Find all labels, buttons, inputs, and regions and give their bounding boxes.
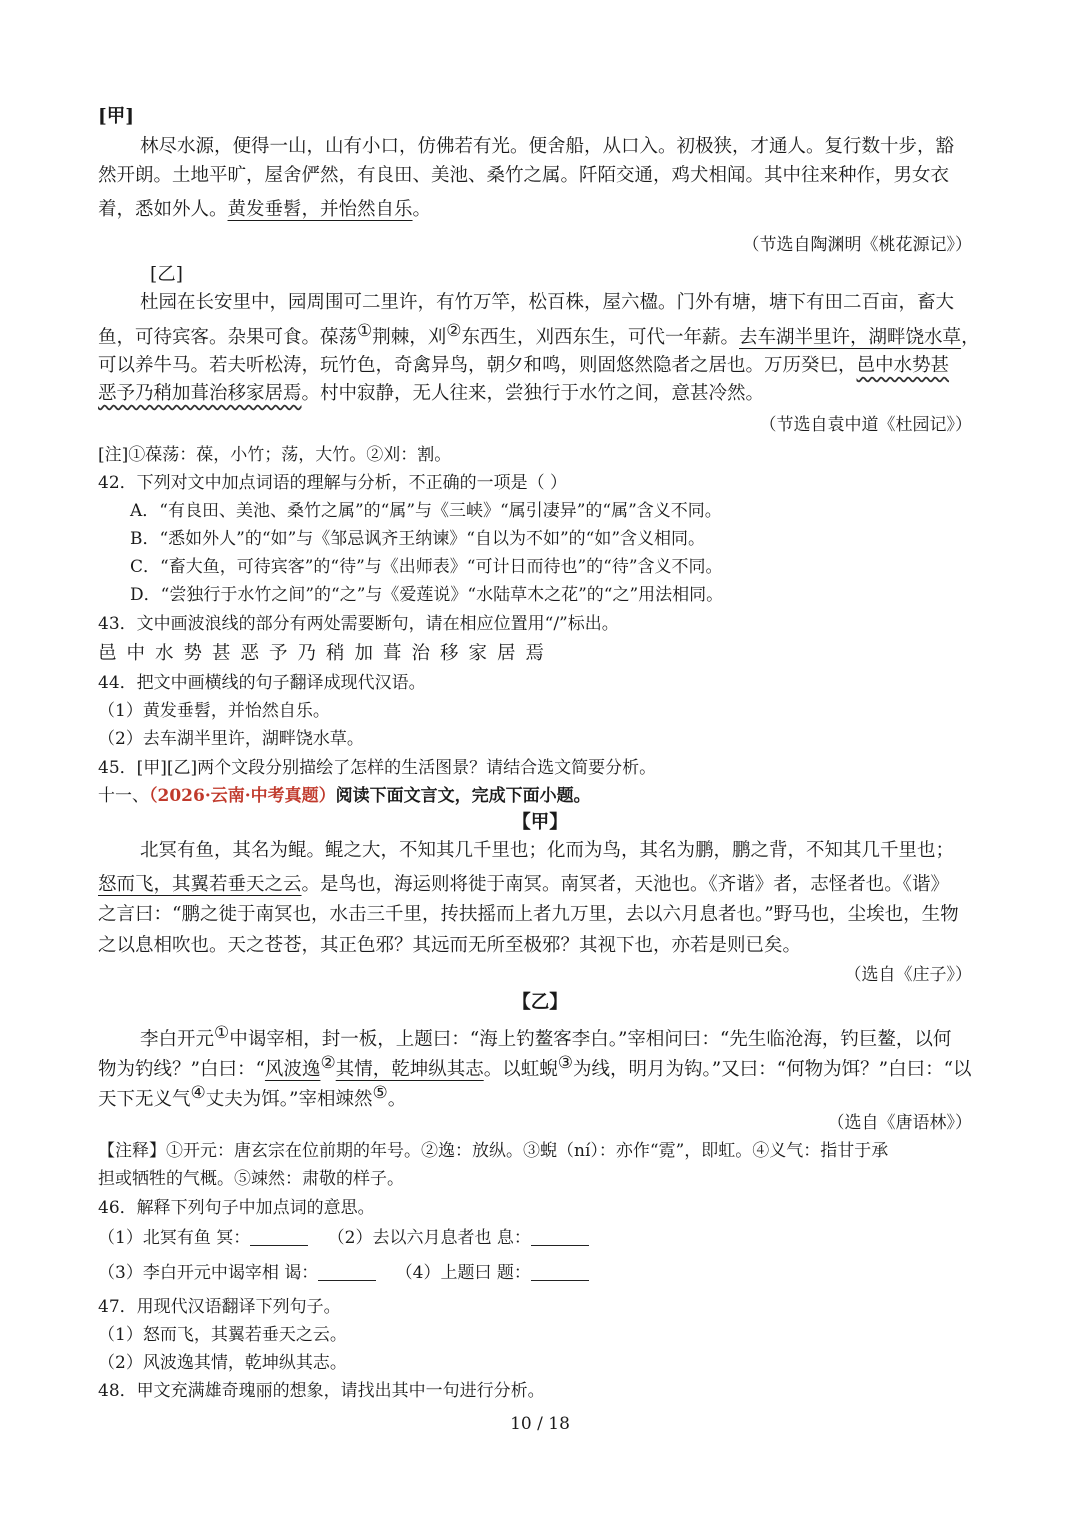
yi-line-1: 杜园在长安里中，园周围可二里许，有竹万竿，松百株，屋六楹。门外有塘，塘下有田二百亩，畜大 [140, 292, 955, 313]
question-47: 47．用现代汉语翻译下列句子。 [98, 1297, 341, 1317]
section-11-heading [98, 783, 591, 809]
section-11-number: 十一、 [98, 786, 149, 806]
yi-line-2 [98, 318, 980, 351]
yi2-line-3-b: 丈夫为饵。”宰相竦然 [205, 1089, 373, 1111]
footnote-marker-4: ② [320, 1053, 336, 1073]
jia-source: （节选自陶渊明《桃花源记》） [742, 235, 972, 255]
q47-item-2: （2）风波逸其情，乾坤纵其志。 [98, 1353, 347, 1373]
note-2-line-1: 【注释】①开元：唐玄宗在位前期的年号。②逸：放纵。③蜺（ní）：亦作“霓”，即虹。④义气：指甘于承 [98, 1141, 889, 1161]
answer-blank-3[interactable] [318, 1262, 376, 1281]
jia-line-2: 然开朗。土地平旷，屋舍俨然，有良田、美池、桑竹之属。阡陌交通，鸡犬相闻。其中往来种作，男女衣 [98, 165, 950, 186]
underlined-sentence-1: 黄发垂髫，并怡然自乐 [227, 199, 413, 220]
q42-option-d: D．“尝独行于水竹之间”的“之”与《爱莲说》“水陆草木之花”的“之”用法相同。 [130, 585, 724, 605]
footnote-marker-5: ③ [557, 1053, 573, 1073]
yi2-line-1 [140, 1020, 951, 1053]
section-label-yi-2: 【乙】 [512, 992, 568, 1013]
wavy-text-2: 恶予乃稍加葺治移家居焉 [98, 383, 302, 404]
q43-text: 邑中水势甚恶予乃稍加葺治移家居焉 [98, 643, 555, 664]
underlined-sentence-2: 去车湖半里许，湖畔饶水草 [739, 327, 962, 349]
yi-source: （节选自袁中道《杜园记》） [759, 415, 972, 435]
jia2-source: （选自《庄子》） [844, 965, 972, 985]
q44-item-2: （2）去车湖半里许，湖畔饶水草。 [98, 729, 364, 749]
yi2-line-1-a: 李白开元 [140, 1029, 215, 1051]
q47-item-1: （1）怒而飞，其翼若垂天之云。 [98, 1325, 347, 1345]
jia-line-3 [98, 197, 431, 223]
jia2-line-2 [98, 872, 949, 898]
jia2-line-1: 北冥有鱼，其名为鲲。鲲之大，不知其几千里也；化而为鸟，其名为鹏，鹏之背，不知其几千里也； [140, 840, 955, 861]
answer-blank-2[interactable] [531, 1227, 589, 1246]
q42-option-c: C．“畜大鱼，可待宾客”的“待”与《出师表》“可计日而待也”的“待”含义不同。 [130, 557, 723, 577]
section-11-instruction: 阅读下面文言文，完成下面小题。 [335, 786, 591, 806]
jia2-line-2-b: 。是鸟也，海运则将徙于南冥。南冥者，天池也。《齐谐》者，志怪者也。《谐》 [301, 874, 950, 895]
question-44: 44．把文中画横线的句子翻译成现代汉语。 [98, 673, 426, 693]
q46-item-2: （2）去以六月息者也 息： [327, 1228, 531, 1248]
yi2-line-1-b: 中谒宰相，封一板，上题曰：“海上钓鳌客李白。”宰相问曰：“先生临沧海，钓巨鳌，以何 [229, 1029, 952, 1051]
question-46: 46．解释下列句子中加点词的意思。 [98, 1198, 375, 1218]
q46-row-1 [98, 1225, 589, 1251]
jia-line-3-end: 。 [412, 199, 432, 220]
exam-source-tag: （2026·云南·中考真题） [149, 786, 336, 806]
yi2-line-3-c: 。 [387, 1089, 407, 1111]
q44-item-1: （1）黄发垂髫，并怡然自乐。 [98, 701, 330, 721]
question-48: 48．甲文充满雄奇瑰丽的想象，请找出其中一句进行分析。 [98, 1381, 545, 1401]
yi2-line-2-a: 物为钓线？”白曰：“ [98, 1059, 265, 1081]
yi2-line-2-e: 为线，明月为钩。”又曰：“何物为饵？”白曰：“以 [572, 1059, 972, 1081]
footnote-marker-7: ⑤ [372, 1083, 388, 1103]
yi-line-3-a: 可以养牛马。若夫听松涛，玩竹色，奇禽异鸟，朝夕和鸣，则固悠然隐者之居也。万历癸巳， [98, 355, 857, 376]
yi-line-4-b: 。村中寂静，无人往来，尝独行于水竹之间，意甚冷然。 [301, 383, 765, 404]
question-42: 42．下列对文中加点词语的理解与分析，不正确的一项是（ ） [98, 473, 568, 493]
footnote-marker-1: ① [357, 321, 373, 341]
yi-line-3 [98, 353, 949, 379]
question-45: 45．[甲][乙]两个文段分别描绘了怎样的生活图景？请结合选文简要分析。 [98, 758, 657, 778]
section-label-yi: [乙] [150, 264, 183, 285]
q46-item-4: （4）上题曰 题： [395, 1263, 531, 1283]
question-43: 43．文中画波浪线的部分有两处需要断句，请在相应位置用“/”标出。 [98, 614, 619, 634]
jia2-line-3: 之言曰：“鹏之徙于南冥也，水击三千里，抟扶摇而上者九万里，去以六月息者也。”野马也，尘埃也，生物 [98, 904, 959, 925]
note-2-line-2: 担或牺牲的气概。⑤竦然：肃敬的样子。 [98, 1169, 404, 1189]
footnote-marker-2: ② [446, 321, 462, 341]
underlined-sentence-4b: 其情，乾坤纵其志 [335, 1059, 484, 1081]
yi2-line-3-a: 天下无义气 [98, 1089, 191, 1111]
footnote-marker-3: ① [214, 1023, 230, 1043]
yi-line-2-e: ， [961, 327, 980, 349]
jia-line-3-text: 着，悉如外人。 [98, 199, 228, 220]
yi-line-2-a: 鱼，可待宾客。杂果可食。葆荡 [98, 327, 358, 349]
note-1: [注]①葆荡：葆，小竹；荡，大竹。②刈：割。 [98, 445, 452, 465]
yi-line-2-c: 东西生，刈西东生，可代一年薪。 [461, 327, 740, 349]
footnote-marker-6: ④ [190, 1083, 206, 1103]
underlined-sentence-4a: 风波逸 [264, 1059, 321, 1081]
yi2-line-2-d: 。以虹蜺 [483, 1059, 558, 1081]
answer-blank-1[interactable] [250, 1227, 308, 1246]
q42-option-b: B．“悉如外人”的“如”与《邹忌讽齐王纳谏》“自以为不如”的“如”含义相同。 [130, 529, 706, 549]
yi-line-4 [98, 381, 764, 407]
answer-blank-4[interactable] [531, 1262, 589, 1281]
jia2-line-4: 之以息相吹也。天之苍苍，其正色邪？其远而无所至极邪？其视下也，亦若是则已矣。 [98, 935, 802, 956]
yi2-line-2 [98, 1050, 972, 1083]
underlined-sentence-3: 怒而飞，其翼若垂天之云 [98, 874, 302, 895]
yi2-source: （选自《唐语林》） [827, 1113, 972, 1133]
page-number: 10 / 18 [510, 1414, 570, 1434]
section-label-jia-2: 【甲】 [512, 812, 568, 833]
jia-line-1: 林尽水源，便得一山，山有小口，仿佛若有光。便舍船，从口入。初极狭，才通人。复行数十步，豁 [140, 136, 955, 157]
yi-line-2-b: 荆棘，刈 [372, 327, 447, 349]
yi2-line-3 [98, 1080, 406, 1113]
q46-row-2 [98, 1260, 589, 1286]
q46-item-3: （3）李白开元中谒宰相 谒： [98, 1263, 319, 1283]
wavy-text-1: 邑中水势甚 [856, 355, 950, 376]
q42-option-a: A．“有良田、美池、桑竹之属”的“属”与《三峡》“属引凄异”的“属”含义不同。 [130, 501, 722, 521]
q46-item-1: （1）北冥有鱼 冥： [98, 1228, 251, 1248]
section-label-jia: [甲] [98, 106, 135, 127]
